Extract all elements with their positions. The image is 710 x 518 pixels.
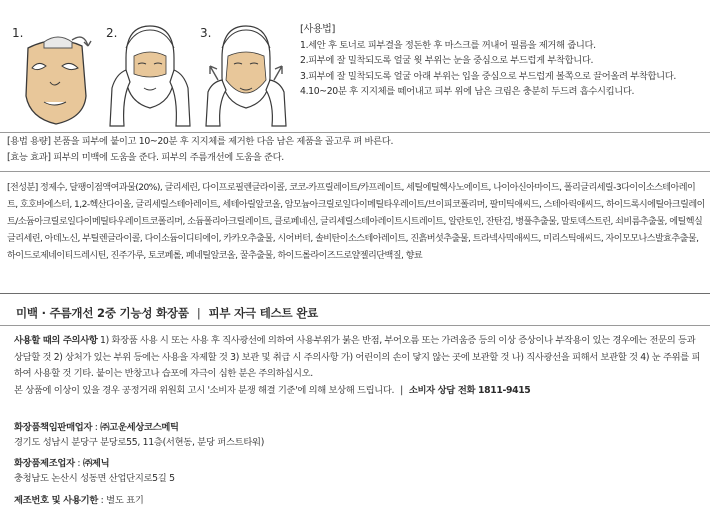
- seller-info: 화장품책임판매업자 : ㈜고운세상코스메틱 경기도 성남시 분당구 분당로55, 11층(서현동, 분당 퍼스트타워): [14, 422, 265, 448]
- efficacy-line: [효능 효과] 피부의 미백에 도움을 준다. 피부의 주름개선에 도움을 준다.: [7, 152, 284, 163]
- usage-illustrations: [6, 18, 296, 128]
- ingredients-label: [전성분]: [7, 183, 38, 193]
- step-1-number: 1.: [12, 26, 24, 40]
- step-3-number: 3.: [200, 26, 212, 40]
- consumer-hotline: 소비자 상담 전화 1811-9415: [408, 384, 531, 396]
- usage-instructions: [300, 22, 702, 100]
- usage-item: 2. 피부에 잘 밀착되도록 얼굴 윗 부위는 눈을 중심으로 부드럽게 부착합니다.: [300, 55, 594, 66]
- step-1-mask-icon: [16, 26, 96, 126]
- usage-item: 3. 피부에 잘 밀착되도록 얼굴 아래 부위는 입을 중심으로 부드럽게 볼쪽으로 끌어올려 부착합니다.: [300, 70, 677, 82]
- divider: [0, 293, 710, 294]
- step-2-face-icon: [104, 18, 196, 128]
- dosage-efficacy-section: [7, 134, 705, 166]
- divider: [0, 132, 710, 133]
- divider: [0, 171, 710, 172]
- usage-item: 4. 10~20분 후 지지체를 떼어내고 피부 위에 남은 크림은 충분히 두드려 흡수시킵니다.: [300, 86, 635, 97]
- usage-heading: [사용법]: [300, 24, 336, 35]
- dosage-line: [용법 용량] 본품을 피부에 붙이고 10~20분 후 지지체를 제거한 다음 남은 제품을 골고루 펴 바른다.: [7, 136, 394, 147]
- step-2-number: 2.: [106, 26, 118, 40]
- caution-section: [14, 333, 704, 399]
- ingredients-section: [7, 180, 705, 265]
- functional-cosmetic-title: 미백 · 주름개선 2중 기능성 화장품 | 피부 자극 테스트 완료: [16, 306, 319, 320]
- maker-info: 화장품제조업자 : ㈜제닉 충청남도 논산시 성동면 산업단지로5길 5: [14, 458, 175, 484]
- caution-text: 사용할 때의 주의사항 1) 화장품 사용 시 또는 사용 후 직사광선에 의하여 사용부위가 붉은 반점, 부어오름 또는 가려움증 등의 이상 증상이나 부작용이 있는 경우에는 전문의 등과 상담할 것 2) 상처가 있는 부위 등에는 사용을 자제할 것 3) 보관 및 취급 시 주의사항 가) 어린이의 손이 닿지 않는 곳에 보관할 것 나) 직사광선을 피해서 보관할 것 4) 눈 주위를 피하여 사용할 것 기타. 붙이는 반창고나 습포에 자극이 심한 분은 주의하십시오.: [14, 335, 701, 379]
- ingredients-text: 정제수, 달팽이점액여과물(20%), 글리세린, 다이프로필렌글라이콜, 코코-카프릴레이트/카프레이트, 세틸에틸헥사노에이트, 나이아신아마이드, 폴리글리세릴-3다이이소스테아레이트, 호호바에스터, 1,2-헥산다이올, 글리세릴스테아레이트, 세테아릴알코올, 암모늄아크릴로일다이메틸타우레이트/브이피코폴리머, 팔미틱애씨드, 스테아릭애씨드, 하이드록시에틸아크릴레이트/소듐아크릴로일다이메틸타우레이트코폴리머, 소듐폴리아크릴레이트, 클로페네신, 글리세릴스테아레이트시트레이트, 알란토인, 잔탄검, 병풀추출물, 말토덱스트린, 쇠비름추출물, 에틸헥실글리세린, 아데노신, 부틸렌글라이콜, 다이소듐이디티에이, 카카오추출물, 시어버터, 솔비탄이소스테아레이트, 진흙버섯추출물, 트라넥사믹애씨드, 미리스틱애씨드, 자이모모나스발효추출물, 하이드로제네이티드레시틴, 진주가루, 토코페롤, 페네틸알코올, 꿀추출물, 하이드롤라이즈드로얄젤리단백질, 향료: [7, 183, 705, 261]
- usage-item: 1. 세안 후 토너로 피부결을 정돈한 후 마스크를 꺼내어 필름을 제거해 줍니다.: [300, 39, 596, 51]
- expiry-info: 제조번호 및 사용기한 : 별도 표기: [14, 495, 144, 506]
- step-3-face-icon: [198, 18, 294, 128]
- divider: [0, 325, 710, 326]
- compensation-line: 본 상품에 이상이 있을 경우 공정거래 위원회 고시 '소비자 분쟁 해결 기준'에 의해 보상해 드립니다. | 소비자 상담 전화 1811-9415: [14, 384, 531, 396]
